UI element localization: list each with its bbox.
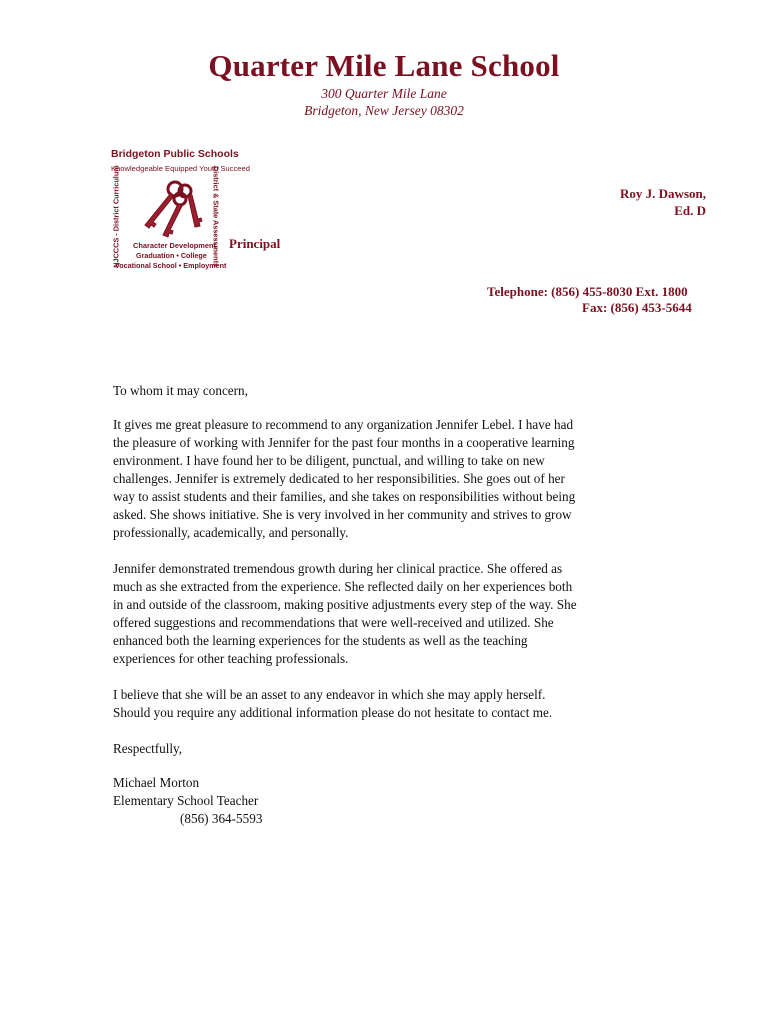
paragraph-line: Jennifer demonstrated tremendous growth during her clinical practice. She offered as [113, 561, 563, 576]
paragraph-3 [113, 686, 653, 722]
paragraph-line: offered suggestions and recommendations that were well-received and utilized. She [113, 615, 554, 630]
principal-label: Principal [229, 236, 281, 251]
logo-line-2: Graduation • College [136, 251, 207, 260]
closing: Respectfully, [113, 741, 183, 756]
address-line-1: 300 Quarter Mile Lane [321, 86, 447, 101]
signer-name: Michael Morton [113, 775, 200, 790]
paragraph-line: It gives me great pleasure to recommend to any organization Jennifer Lebel. I have had [113, 417, 574, 432]
signer-phone: (856) 364-5593 [180, 811, 263, 826]
paragraph-line: professionally, academically, and personally. [113, 525, 349, 540]
signature-block [113, 774, 653, 828]
paragraph-line: enhanced both the learning experiences for the students as well as the teaching [113, 633, 528, 648]
paragraph-line: the pleasure of working with Jennifer for the past four months in a cooperative learning [113, 435, 575, 450]
telephone: Telephone: (856) 455-8030 Ext. 1800 [487, 284, 688, 299]
paragraph-1 [113, 416, 653, 542]
logo-line-3: Vocational School • Employment [115, 261, 227, 270]
paragraph-line: way to assist students and their families, and she takes on responsibilities without being [113, 489, 576, 504]
paragraph-line: much as she extracted from the experience. She reflected daily on her experiences both [113, 579, 573, 594]
paragraph-line: in and outside of the classroom, making positive adjustments every step of the way. She [113, 597, 577, 612]
paragraph-line: Should you require any additional information please do not hesitate to contact me. [113, 705, 553, 720]
fax: Fax: (856) 453-5644 [582, 300, 692, 315]
paragraph-line: environment. I have found her to be diligent, punctual, and willing to take on new [113, 453, 545, 468]
address-line-2: Bridgeton, New Jersey 08302 [304, 103, 464, 118]
paragraph-line: asked. She shows initiative. She is very involved in her community and strives to grow [113, 507, 572, 522]
principal-name-line-1: Roy J. Dawson, [620, 186, 706, 201]
logo-right-vertical: District & State Assessments [211, 165, 221, 268]
school-name: Quarter Mile Lane School [208, 48, 560, 83]
logo-line-1: Character Development [133, 241, 216, 250]
principal-name-line-2: Ed. D [674, 203, 706, 218]
paragraph-line: experiences for other teaching professionals. [113, 651, 349, 666]
signer-title: Elementary School Teacher [113, 793, 259, 808]
logo-tagline: Knowledgeable Equipped Youth Succeed [111, 164, 250, 173]
greeting: To whom it may concern, [113, 383, 248, 398]
logo-left-vertical: NJCCCS - District Curriculum [111, 165, 121, 268]
paragraph-line: I believe that she will be an asset to any endeavor in which she may apply herself. [113, 687, 546, 702]
paragraph-line: challenges. Jennifer is extremely dedicated to her responsibilities. She goes out of her [113, 471, 565, 486]
paragraph-2 [113, 560, 653, 668]
logo-title: Bridgeton Public Schools [111, 148, 239, 160]
district-logo [111, 148, 250, 276]
keys-icon [123, 175, 209, 239]
